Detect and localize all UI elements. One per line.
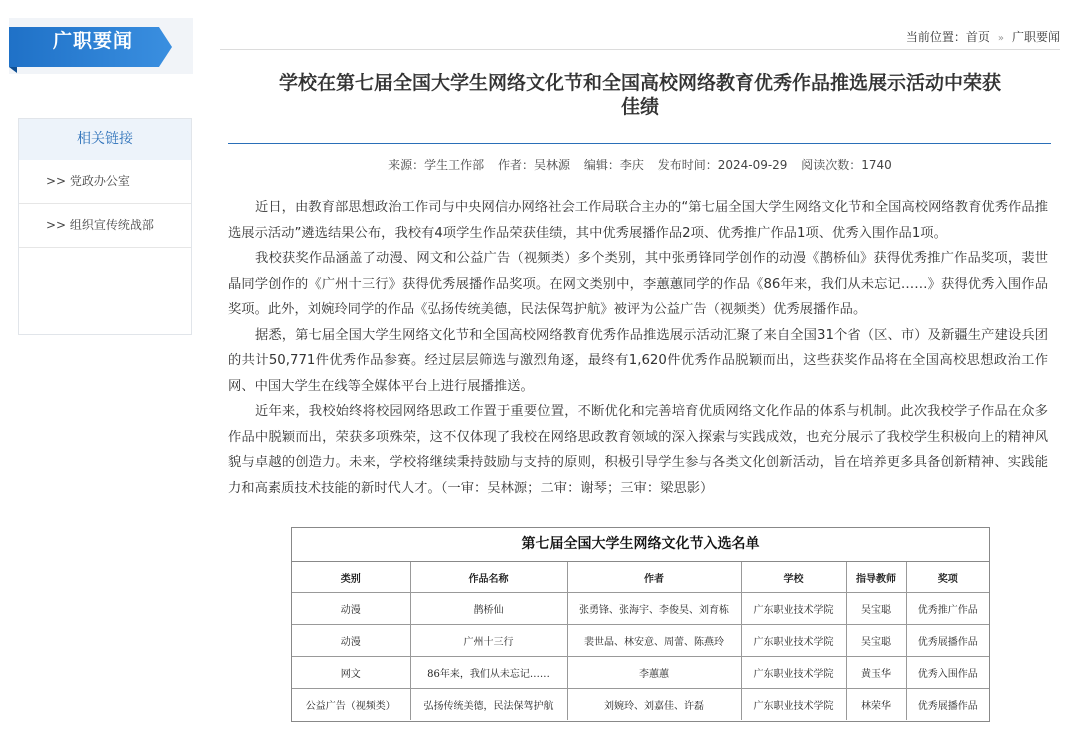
cell-advisor: 吴宝聪 bbox=[846, 593, 906, 625]
section-banner bbox=[9, 18, 193, 74]
header-school: 学校 bbox=[741, 562, 846, 593]
cell-authors: 刘婉玲、刘嘉佳、许磊 bbox=[567, 689, 741, 721]
cell-award: 优秀展播作品 bbox=[906, 625, 989, 657]
cell-school: 广东职业技术学院 bbox=[741, 593, 846, 625]
title-divider bbox=[228, 143, 1051, 144]
cell-award: 优秀入围作品 bbox=[906, 657, 989, 689]
header-award: 奖项 bbox=[906, 562, 989, 593]
breadcrumb bbox=[220, 28, 1060, 45]
breadcrumb-current-link[interactable]: 广职要闻 bbox=[1011, 30, 1060, 44]
cell-school: 广东职业技术学院 bbox=[741, 657, 846, 689]
cell-award: 优秀展播作品 bbox=[906, 689, 989, 721]
article-paragraph: 近年来，我校始终将校园网络思政工作置于重要位置，不断优化和完善培育优质网络文化作品的体系与机制。此次我校学子作品在众多作品中脱颖而出，荣获多项殊荣，这不仅体现了我校在网络思政教育领域的深入探索与实践成效，也充分展示了我校学生积极向上的精神风貌与卓越的创造力。未来，学校将继续秉持鼓励与支持的原则，积极引导学生参与各类文化创新活动，旨在培养更多具备创新精神、实践能力和高素质技术技能的新时代人才。（一审：吴林源；二审：谢琴；三审：梁思影） bbox=[228, 404, 1048, 496]
cell-work-name: 鹊桥仙 bbox=[410, 593, 567, 625]
cell-work-name: 86年来，我们从未忘记…… bbox=[410, 657, 567, 689]
winners-table bbox=[291, 527, 990, 722]
cell-work-name: 广州十三行 bbox=[410, 625, 567, 657]
table-title: 第七届全国大学生网络文化节入选名单 bbox=[292, 528, 989, 562]
cell-category: 动漫 bbox=[292, 625, 410, 657]
meta-editor: 编辑：李庆 bbox=[583, 158, 644, 172]
cell-advisor: 吴宝聪 bbox=[846, 625, 906, 657]
header-advisor: 指导教师 bbox=[846, 562, 906, 593]
table-row bbox=[292, 625, 989, 657]
banner-ribbon-fold bbox=[9, 67, 17, 73]
article-title-line-2: 佳绩 bbox=[620, 96, 659, 118]
article-paragraph: 据悉，第七届全国大学生网络文化节和全国高校网络教育优秀作品推选展示活动汇聚了来自全国31个省（区、市）及新疆生产建设兵团的共计50,771件优秀作品参赛。经过层层筛选与激烈角逐，最终有1,620件优秀作品脱颖而出，这些获奖作品将在全国高校思想政治工作网、中国大学生在线等全媒体平台上进行展播推送。 bbox=[228, 327, 1048, 394]
header-work-name: 作品名称 bbox=[410, 562, 567, 593]
breadcrumb-prefix: 当前位置： bbox=[905, 30, 966, 44]
related-links-panel bbox=[18, 118, 192, 335]
cell-category: 公益广告（视频类） bbox=[292, 689, 410, 721]
article-paragraph: 近日，由教育部思想政治工作司与中央网信办网络社会工作局联合主办的“第七届全国大学生网络文化节和全国高校网络教育优秀作品推选展示活动”遴选结果公布，我校有4项学生作品荣获佳绩，其中优秀展播作品2项、优秀推广作品1项、优秀入围作品1项。 bbox=[228, 200, 1048, 241]
breadcrumb-home-link[interactable]: 首页 bbox=[965, 30, 990, 44]
breadcrumb-separator: » bbox=[997, 33, 1004, 44]
cell-authors: 裴世晶、林安意、周蕾、陈燕玲 bbox=[567, 625, 741, 657]
cell-advisor: 林荣华 bbox=[846, 689, 906, 721]
cell-category: 动漫 bbox=[292, 593, 410, 625]
related-links-title: 相关链接 bbox=[19, 119, 191, 160]
meta-date: 发布时间：2024-09-29 bbox=[657, 158, 788, 172]
article-meta bbox=[220, 156, 1060, 173]
cell-school: 广东职业技术学院 bbox=[741, 689, 846, 721]
cell-work-name: 弘扬传统美德，民法保驾护航 bbox=[410, 689, 567, 721]
article-title bbox=[220, 71, 1060, 119]
cell-school: 广东职业技术学院 bbox=[741, 625, 846, 657]
meta-views: 阅读次数：1740 bbox=[801, 158, 892, 172]
meta-source: 来源：学生工作部 bbox=[388, 158, 485, 172]
cell-category: 网文 bbox=[292, 657, 410, 689]
table-row bbox=[292, 657, 989, 689]
breadcrumb-divider bbox=[220, 49, 1060, 50]
meta-author: 作者：吴林源 bbox=[498, 158, 571, 172]
header-authors: 作者 bbox=[567, 562, 741, 593]
article-body bbox=[228, 195, 1048, 501]
sidebar-link-organization-dept[interactable]: >> 组织宣传统战部 bbox=[19, 204, 191, 248]
section-title: 广职要闻 bbox=[53, 30, 134, 52]
article-title-line-1: 学校在第七届全国大学生网络文化节和全国高校网络教育优秀作品推选展示活动中荣获 bbox=[278, 72, 1001, 94]
cell-authors: 张勇锋、张海宇、李俊昊、刘育栋 bbox=[567, 593, 741, 625]
cell-award: 优秀推广作品 bbox=[906, 593, 989, 625]
cell-advisor: 黄玉华 bbox=[846, 657, 906, 689]
article-paragraph: 我校获奖作品涵盖了动漫、网文和公益广告（视频类）多个类别，其中张勇锋同学创作的动漫《鹊桥仙》获得优秀推广作品奖项，裴世晶同学创作的《广州十三行》获得优秀展播作品奖项。在网文类别中，李蕙蕙同学的作品《86年来，我们从未忘记……》获得优秀入围作品奖项。此外，刘婉玲同学的作品《弘扬传统美德，民法保驾护航》被评为公益广告（视频类）优秀展播作品。 bbox=[228, 251, 1048, 317]
cell-authors: 李蕙蕙 bbox=[567, 657, 741, 689]
sidebar-link-party-office[interactable]: >> 党政办公室 bbox=[19, 160, 191, 204]
table-row bbox=[292, 689, 989, 721]
winners-table-grid bbox=[292, 562, 989, 720]
table-row bbox=[292, 593, 989, 625]
header-category: 类别 bbox=[292, 562, 410, 593]
table-header-row bbox=[292, 562, 989, 593]
